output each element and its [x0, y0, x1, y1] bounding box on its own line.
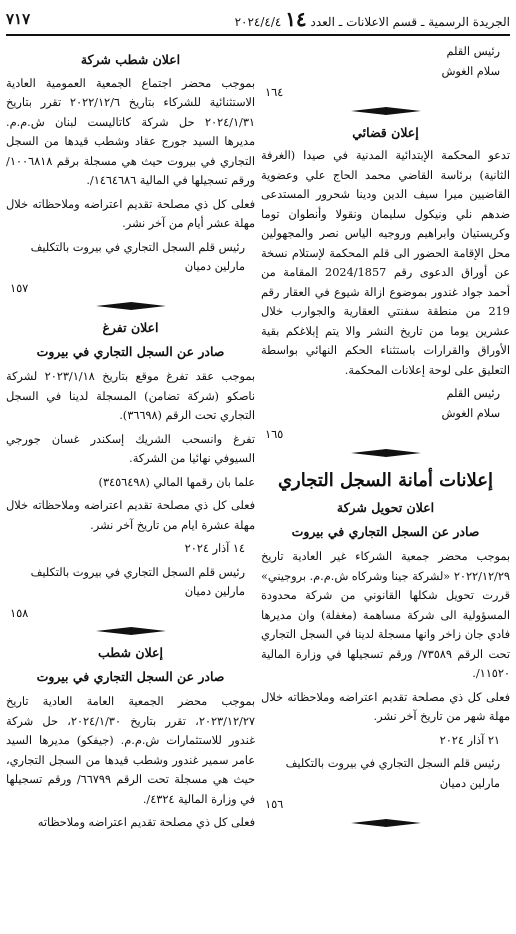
- judicial-notice-title: إعلان قضائي: [352, 124, 419, 140]
- divider-ornament: [261, 819, 510, 827]
- assignment-tax-number: علما بان رقمها المالي (٣٤٥٦٤٩٨): [98, 475, 255, 489]
- conversion-date: ٢١ آذار ٢٠٢٤: [439, 733, 500, 747]
- page-header: [6, 6, 510, 32]
- left-column: [6, 42, 255, 928]
- gazette-title: [235, 9, 510, 29]
- divider-ornament: [6, 627, 255, 635]
- strike-notice-body: بموجب محضر الجمعية العامة العادية تاريخ ٢٠٢٣/١٢/٢٧، تقرر بتاريخ ٢٠٢٤/١/٣٠، حل شركة غندور للاستثمارات ش.م.م. (جيفكو) مديرها السيد عامر سمير غندور وشطب قيدها من السجل التجاري، حيث هي مسجلة تحت الرقم ٦٦٧٩٩/ ورقم تسجيلها في وزارة المالية ٤٣٢٤/.: [6, 695, 255, 806]
- deregistration-notice-body: بموجب محضر اجتماع الجمعية العمومية العادية الاستثنائية للشركاء بتاريخ ٢٠٢٢/١٢/٦ تقرر بتاريخ ٢٠٢٤/١/٣١ حل شركة كاتاليست لبنان ش.م.م. مديرها السيد جورج عقاد وشطب قيدها من السجل التجاري في بيروت حيث هي مسجلة برقم ١٠٠٦٨١٨/ ورقم تسجيلها في المالية ١٤٦٤٦٨٦/.: [6, 76, 255, 187]
- notice-number: ١٥٧: [10, 281, 29, 295]
- notice-number: ١٦٤: [265, 86, 284, 99]
- strike-notice-title: إعلان شطب: [98, 645, 163, 660]
- section-title: إعلانات أمانة السجل التجاري: [277, 469, 494, 491]
- assignment-objection: فعلى كل ذي مصلحة تقديم اعتراضه وملاحظاته خلال مهلة عشرة ايام من تاريخ آخر نشر.: [6, 499, 255, 532]
- deregistration-notice-title: اعلان شطب شركة: [80, 52, 181, 67]
- conversion-notice-body: بموجب محضر جمعية الشركاء غير العادية تاريخ ٢٠٢٢/١٢/٢٩ «لشركة جينا وشركاه ش.م.م. بروجيني» قررت تحويل شكلها القانوني من شركة محدودة المسؤولية الى شركة مساهمة (مغفلة) وان مديرها فادي جان زاخر وانها مسجلة لدينا في السجل التجاري تحت الرقم ٧٣٥٨٩/ ورقم تسجيلها في وزارة المالية ١١٥٢٠/.: [261, 550, 510, 680]
- divider-ornament: [261, 449, 510, 457]
- judicial-signature-role: رئيس القلم: [446, 387, 500, 400]
- header-rule: [6, 34, 510, 36]
- assignment-withdrawal: تفرغ وانسحب الشريك إسكندر غسان جورجي السيوفي نهائيا من الشركة.: [6, 432, 255, 465]
- top-signature-name: سلام الغوش: [441, 64, 500, 78]
- issue-number: ١٤: [285, 7, 307, 31]
- judicial-signature-name: سلام الغوش: [441, 406, 500, 420]
- assignment-signature-name: مارلين دميان: [184, 585, 245, 598]
- top-signature-role: رئيس القلم: [446, 45, 500, 58]
- columns: [6, 42, 510, 928]
- deregistration-objection: فعلى كل ذي مصلحة تقديم اعتراضه وملاحظاته خلال مهلة عشر أيام من آخر نشر.: [6, 197, 255, 230]
- issue-date: ٢٠٢٤/٤/٤: [234, 15, 282, 29]
- deregistration-signature-role: رئيس قلم السجل التجاري في بيروت بالتكليف: [30, 240, 245, 254]
- notice-number: ١٦٥: [265, 428, 284, 441]
- conversion-notice-subtitle: صادر عن السجل التجاري في بيروت: [291, 523, 480, 539]
- conversion-signature-role: رئيس قلم السجل التجاري في بيروت بالتكليف: [285, 757, 500, 770]
- assignment-signature-role: رئيس قلم السجل التجاري في بيروت بالتكليف: [30, 565, 245, 579]
- assignment-notice-title: اعلان تفرغ: [102, 320, 159, 335]
- notice-number: ١٥٦: [265, 798, 284, 811]
- conversion-signature-name: مارلين دميان: [439, 776, 500, 790]
- assignment-notice-body: بموجب عقد تفرغ موقع بتاريخ ٢٠٢٣/١/١٨ لشركة ناصكو (شركة تضامن) المسجلة لدينا في السجل التجاري تحت الرقم (٣٦٦٩٨).: [6, 370, 255, 422]
- strike-objection: فعلى كل ذي مصلحة تقديم اعتراضه وملاحظاته: [37, 816, 255, 829]
- page-number: ٧١٧: [6, 9, 31, 28]
- divider-ornament: [261, 107, 510, 115]
- judicial-notice-body: تدعو المحكمة الإبتدائية المدنية في صيدا (الغرفة الثانية) برئاسة القاضي محمد الحاج علي وعضوية القاضيين ميرا سيف الدين ودينا شحرور المستدعى ضدهم نلي ونيكول سليمان ونقولا وأنطوان توما وكريستيان وابراهيم وروجيه الياس نصر والمجهولين محل الإقامة الحضور الى قلم المحكمة لإستلام نسخة عن أوراق الدعوى رقم 2024/1857 المقامة من أحمد جواد غندور بموضوع ازالة شيوع في العقار رقم 219 من منطقة سفنتي العقارية والجوارب خلال عشرين يوما من تاريخ النشر والا يتم إبلاغكم بقية الأوراق والقرارات باستثناء الحكم النهائي بواسطة التعليق على لوحة إعلانات المحكمة.: [261, 149, 510, 377]
- column-gutter: [255, 42, 261, 928]
- assignment-date: ١٤ آذار ٢٠٢٤: [184, 542, 245, 555]
- deregistration-signature-name: مارلين دميان: [184, 260, 245, 273]
- gazette-name: الجريدة الرسمية ـ قسم الاعلانات ـ العدد: [310, 15, 510, 29]
- conversion-notice-title: اعلان تحويل شركة: [336, 500, 435, 515]
- divider-ornament: [6, 302, 255, 310]
- strike-notice-subtitle: صادر عن السجل التجاري في بيروت: [36, 668, 225, 684]
- assignment-notice-subtitle: صادر عن السجل التجاري في بيروت: [36, 343, 225, 359]
- right-column: [261, 42, 510, 928]
- notice-number: ١٥٨: [10, 606, 29, 620]
- conversion-objection: فعلى كل ذي مصلحة تقديم اعتراضه وملاحظاته خلال مهلة شهر من تاريخ آخر نشر.: [261, 690, 510, 723]
